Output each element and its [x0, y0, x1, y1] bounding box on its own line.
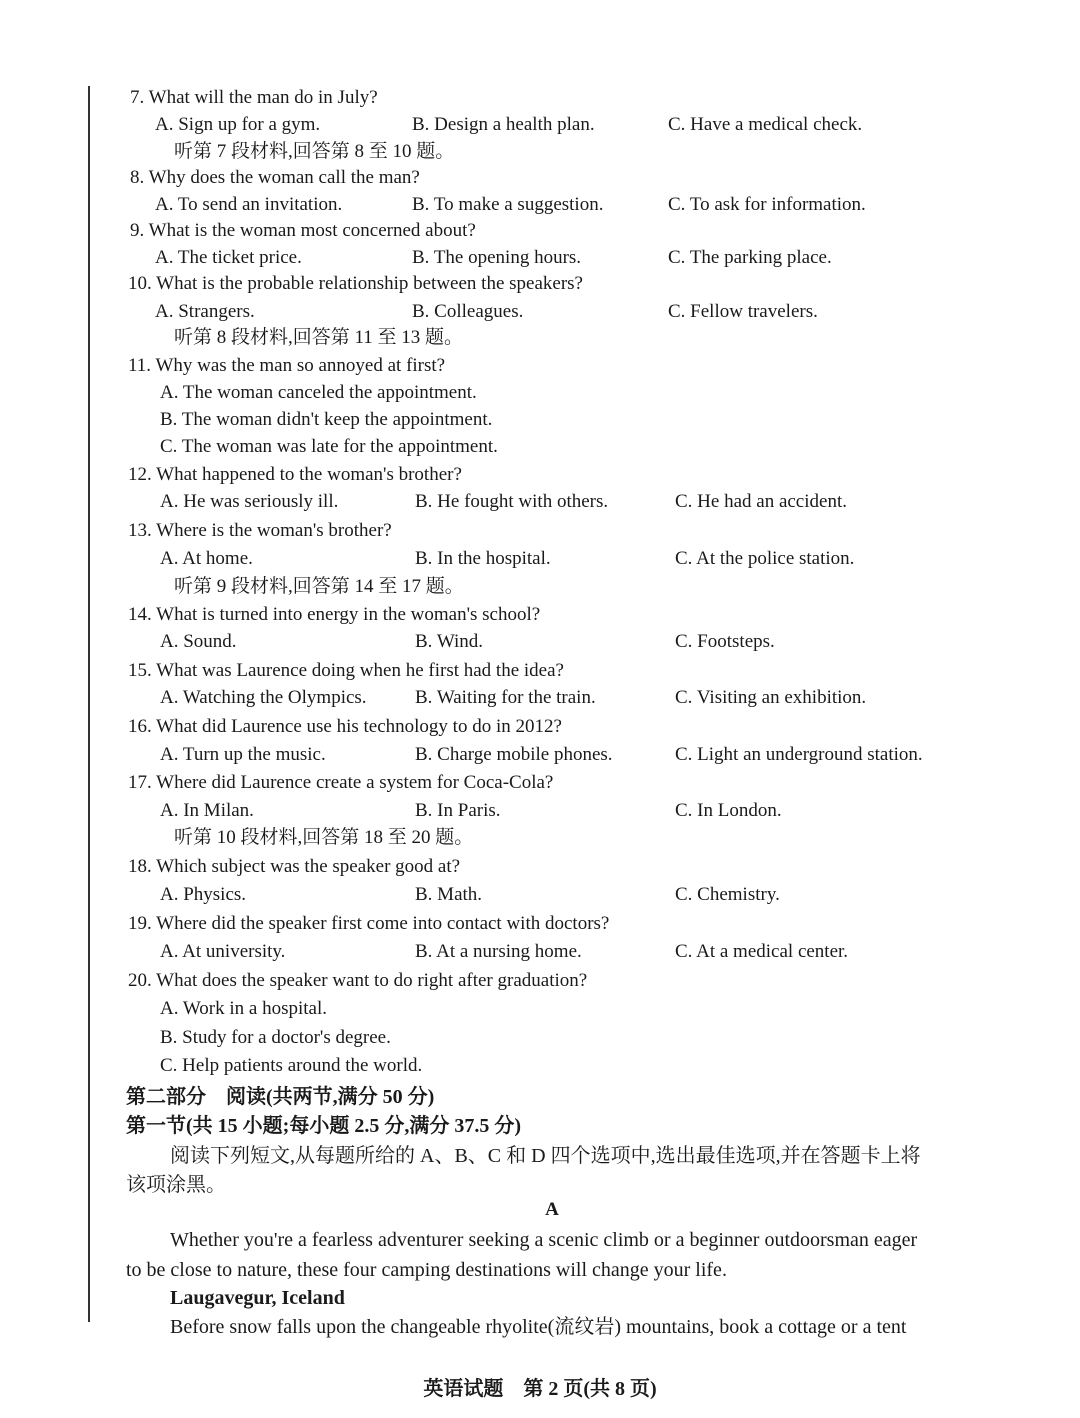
paragraph-line: 该项涂黑。: [126, 1174, 226, 1196]
option-b: B. At a nursing home.: [415, 941, 582, 962]
option-b: B. Math.: [415, 884, 483, 905]
option-a: A. At home.: [160, 548, 253, 569]
option-c: C. Fellow travelers.: [668, 301, 818, 322]
destination-heading: Laugavegur, Iceland: [170, 1287, 345, 1309]
question-text: 9. What is the woman most concerned about?: [130, 220, 476, 241]
paragraph-line: to be close to nature, these four camping destinations will change your life.: [126, 1259, 727, 1281]
option-text: B. Study for a doctor's degree.: [160, 1027, 391, 1048]
question-text: 12. What happened to the woman's brother?: [128, 464, 462, 485]
passage-label: A: [545, 1199, 559, 1220]
section-heading: 第二部分 阅读(共两节,满分 50 分): [126, 1086, 435, 1108]
section-instruction: 听第 9 段材料,回答第 14 至 17 题。: [174, 576, 464, 597]
option-b: B. Waiting for the train.: [415, 687, 596, 708]
page-footer: 英语试题 第 2 页(共 8 页): [423, 1378, 657, 1400]
option-b: B. The opening hours.: [412, 247, 582, 268]
question-text: 10. What is the probable relationship between the speakers?: [128, 273, 583, 294]
option-text: A. The woman canceled the appointment.: [160, 382, 477, 403]
question-text: 8. Why does the woman call the man?: [130, 167, 420, 188]
option-b: B. Colleagues.: [412, 301, 524, 322]
option-c: C. Chemistry.: [675, 884, 780, 905]
question-text: 15. What was Laurence doing when he first had the idea?: [128, 660, 564, 681]
section-heading: 第一节(共 15 小题;每小题 2.5 分,满分 37.5 分): [126, 1115, 521, 1137]
margin-rule: [88, 86, 90, 1322]
option-a: A. Watching the Olympics.: [160, 687, 367, 708]
option-c: C. In London.: [675, 800, 782, 821]
option-a: A. At university.: [160, 941, 286, 962]
option-b: B. He fought with others.: [415, 491, 609, 512]
option-b: B. In the hospital.: [415, 548, 551, 569]
option-c: C. Light an underground station.: [675, 744, 923, 765]
option-c: C. Footsteps.: [675, 631, 775, 652]
paragraph-line: 阅读下列短文,从每题所给的 A、B、C 和 D 四个选项中,选出最佳选项,并在答题卡上将: [170, 1145, 921, 1167]
question-text: 18. Which subject was the speaker good at?: [128, 856, 461, 877]
question-text: 11. Why was the man so annoyed at first?: [128, 355, 446, 376]
option-a: A. Turn up the music.: [160, 744, 326, 765]
option-b: B. Charge mobile phones.: [415, 744, 613, 765]
option-text: B. The woman didn't keep the appointment.: [160, 409, 493, 430]
paragraph-line: Whether you're a fearless adventurer seeking a scenic climb or a beginner outdoorsman eager: [170, 1229, 918, 1251]
option-a: A. The ticket price.: [155, 247, 302, 268]
option-c: C. At the police station.: [675, 548, 855, 569]
section-instruction: 听第 8 段材料,回答第 11 至 13 题。: [174, 327, 464, 348]
option-a: A. He was seriously ill.: [160, 491, 339, 512]
paragraph-line: Before snow falls upon the changeable rhyolite(流纹岩) mountains, book a cottage or a tent: [170, 1316, 907, 1338]
option-c: C. Visiting an exhibition.: [675, 687, 867, 708]
question-text: 14. What is turned into energy in the woman's school?: [128, 604, 541, 625]
option-b: B. To make a suggestion.: [412, 194, 604, 215]
question-text: 20. What does the speaker want to do right after graduation?: [128, 970, 588, 991]
option-b: B. Design a health plan.: [412, 114, 595, 135]
section-instruction: 听第 7 段材料,回答第 8 至 10 题。: [174, 141, 455, 162]
option-c: C. Have a medical check.: [668, 114, 863, 135]
option-c: C. To ask for information.: [668, 194, 866, 215]
question-text: 13. Where is the woman's brother?: [128, 520, 392, 541]
question-text: 16. What did Laurence use his technology to do in 2012?: [128, 716, 562, 737]
option-a: A. Sound.: [160, 631, 237, 652]
option-c: C. The parking place.: [668, 247, 832, 268]
question-text: 19. Where did the speaker first come into contact with doctors?: [128, 913, 610, 934]
question-text: 7. What will the man do in July?: [130, 87, 378, 108]
option-b: B. Wind.: [415, 631, 484, 652]
question-text: 17. Where did Laurence create a system for Coca-Cola?: [128, 772, 554, 793]
option-a: A. To send an invitation.: [155, 194, 343, 215]
option-a: A. In Milan.: [160, 800, 254, 821]
option-a: A. Sign up for a gym.: [155, 114, 321, 135]
option-c: C. He had an accident.: [675, 491, 847, 512]
option-a: A. Strangers.: [155, 301, 255, 322]
option-text: A. Work in a hospital.: [160, 998, 327, 1019]
section-instruction: 听第 10 段材料,回答第 18 至 20 题。: [174, 827, 474, 848]
option-c: C. At a medical center.: [675, 941, 849, 962]
option-a: A. Physics.: [160, 884, 247, 905]
option-text: C. Help patients around the world.: [160, 1055, 423, 1076]
option-b: B. In Paris.: [415, 800, 501, 821]
option-text: C. The woman was late for the appointment.: [160, 436, 498, 457]
